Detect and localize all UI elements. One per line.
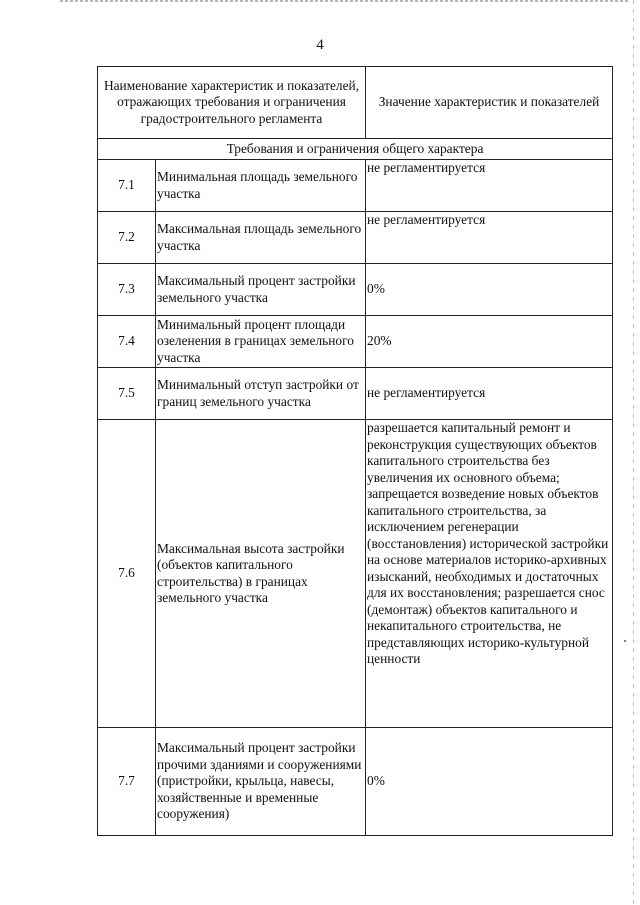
row-value: разрешается капитальный ремонт и реконструкция существующих объектов капитального строительства без увеличения их основного объема; запрещается возведение новых объектов капитального строительства, за исключением регенерации (восстановления) исторической застройки на основе материалов историко-архивных изысканий, необходимых и достаточных для их восстановления; разрешается снос (демонтаж) объектов капитального и некапитального строительства, не представляющих историко-культурной ценности xyxy=(366,420,613,728)
row-name: Минимальный процент площади озеленения в границах земельного участка xyxy=(156,316,366,368)
header-characteristics: Наименование характеристик и показателей, отражающих требования и ограничения градостроительного регламента xyxy=(98,67,366,139)
scan-edge-top xyxy=(60,0,630,2)
row-name: Максимальный процент застройки земельного участка xyxy=(156,264,366,316)
section-title: Требования и ограничения общего характера xyxy=(98,139,613,160)
section-row xyxy=(98,139,613,160)
header-values: Значение характеристик и показателей xyxy=(366,67,613,139)
row-number: 7.6 xyxy=(98,420,156,728)
row-number: 7.5 xyxy=(98,368,156,420)
row-number: 7.1 xyxy=(98,160,156,212)
row-value: 20% xyxy=(366,316,613,368)
table-row xyxy=(98,420,613,728)
row-name: Максимальный процент застройки прочими зданиями и сооружениями (пристройки, крыльца, навесы, хозяйственные и временные сооружения) xyxy=(156,728,366,836)
row-number: 7.3 xyxy=(98,264,156,316)
table-row xyxy=(98,316,613,368)
page-number: 4 xyxy=(316,37,324,53)
row-name: Минимальная площадь земельного участка xyxy=(156,160,366,212)
table-row xyxy=(98,368,613,420)
row-value: не регламентируется xyxy=(366,368,613,420)
table-row xyxy=(98,728,613,836)
table-row xyxy=(98,160,613,212)
row-name: Минимальный отступ застройки от границ земельного участка xyxy=(156,368,366,420)
row-value: 0% xyxy=(366,728,613,836)
row-number: 7.4 xyxy=(98,316,156,368)
row-name: Максимальная площадь земельного участка xyxy=(156,212,366,264)
row-value: 0% xyxy=(366,264,613,316)
scan-speck xyxy=(624,640,626,642)
scan-edge-right xyxy=(633,0,634,905)
row-name: Максимальная высота застройки (объектов капитального строительства) в границах земельного участка xyxy=(156,420,366,728)
row-value: не регламентируется xyxy=(366,212,613,264)
row-value: не регламентируется xyxy=(366,160,613,212)
table-row xyxy=(98,212,613,264)
row-number: 7.2 xyxy=(98,212,156,264)
table-row xyxy=(98,264,613,316)
table-header-row xyxy=(98,67,613,139)
regulation-table xyxy=(97,66,613,836)
row-number: 7.7 xyxy=(98,728,156,836)
